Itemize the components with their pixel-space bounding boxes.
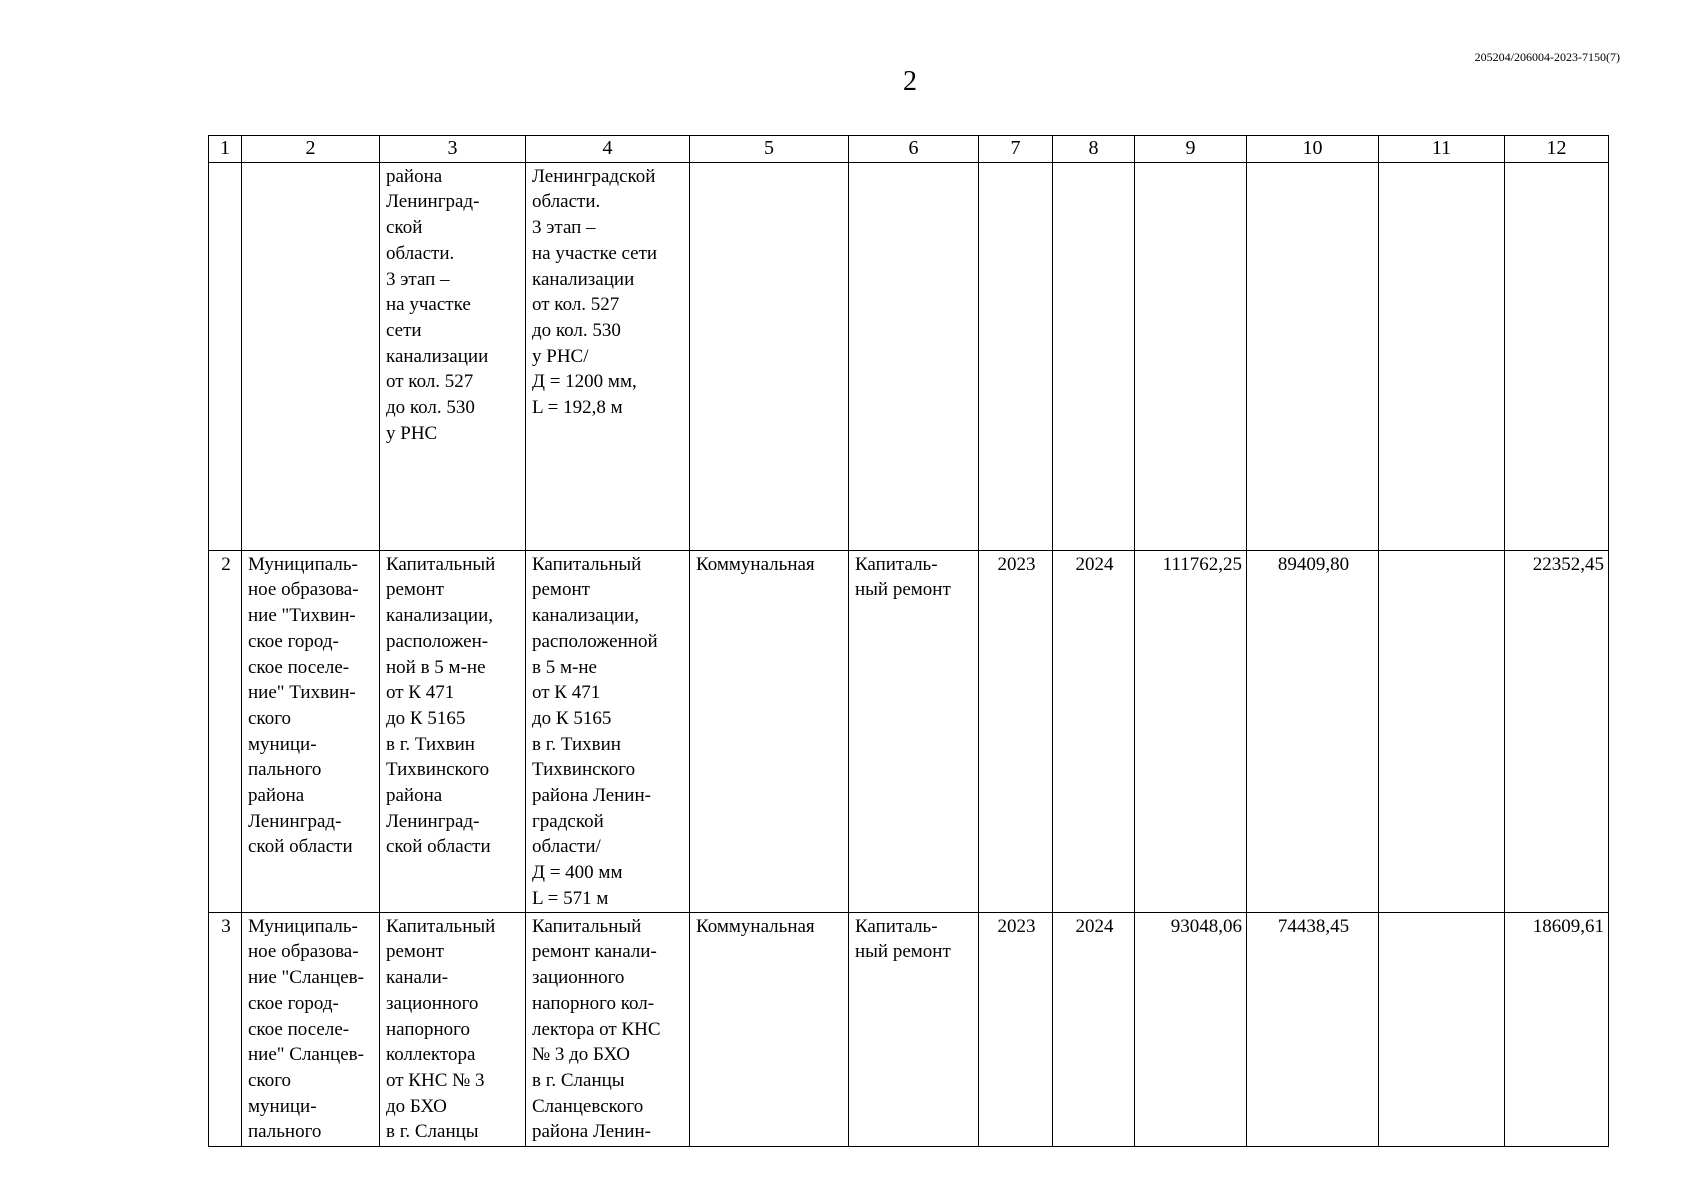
row-number-cell: 3 [209,912,242,1146]
category-cell: Коммунальная [690,550,849,912]
work-type-cell: Капиталь- ный ремонт [849,550,979,912]
column-header: 8 [1053,136,1135,163]
column-header: 5 [690,136,849,163]
row-number-cell [209,162,242,550]
column-header: 7 [979,136,1053,163]
object-description-cell: Ленинградской области. 3 этап – на участке сети канализации от кол. 527 до кол. 530 у РНС/ Д = 1200 мм, L = 192,8 м [526,162,690,550]
column-11-cell [1379,912,1505,1146]
local-amount-cell [1505,162,1609,550]
table-row [209,162,1609,550]
local-amount-cell: 18609,61 [1505,912,1609,1146]
column-11-cell [1379,162,1505,550]
column-header: 11 [1379,136,1505,163]
municipality-cell: Муниципаль- ное образова- ние "Тихвин- ское город- ское поселе- ние" Тихвин- ского муници- пального района Ленинград- ской области [242,550,380,912]
table-row [209,912,1609,1146]
end-year-cell: 2024 [1053,912,1135,1146]
end-year-cell [1053,162,1135,550]
column-header: 10 [1247,136,1379,163]
municipality-cell [242,162,380,550]
category-cell: Коммунальная [690,912,849,1146]
column-header: 12 [1505,136,1609,163]
object-name-cell: Капитальный ремонт канализации, расположен- ной в 5 м-не от К 471 до К 5165 в г. Тихвин Тихвинского района Ленинград- ской области [380,550,526,912]
start-year-cell: 2023 [979,550,1053,912]
start-year-cell: 2023 [979,912,1053,1146]
start-year-cell [979,162,1053,550]
regional-amount-cell [1247,162,1379,550]
column-header: 1 [209,136,242,163]
column-header: 3 [380,136,526,163]
regional-amount-cell: 74438,45 [1247,912,1379,1146]
end-year-cell: 2024 [1053,550,1135,912]
column-header: 6 [849,136,979,163]
municipality-cell: Муниципаль- ное образова- ние "Сланцев- ское город- ское поселе- ние" Сланцев- ского муници- пального [242,912,380,1146]
document-id: 205204/206004-2023-7150(7) [1474,50,1620,64]
page-number: 2 [903,66,917,97]
object-name-cell: района Ленинград- ской области. 3 этап – на участке сети канализации от кол. 527 до кол. 530 у РНС [380,162,526,550]
object-description-cell: Капитальный ремонт канализации, расположенной в 5 м-не от К 471 до К 5165 в г. Тихвин Тихвинского района Ленин- градской области/ Д = 400 мм L = 571 м [526,550,690,912]
table-row [209,550,1609,912]
total-amount-cell: 93048,06 [1135,912,1247,1146]
total-amount-cell [1135,162,1247,550]
column-header: 4 [526,136,690,163]
work-type-cell: Капиталь- ный ремонт [849,912,979,1146]
column-number-row [209,136,1609,163]
column-header: 9 [1135,136,1247,163]
category-cell [690,162,849,550]
regional-amount-cell: 89409,80 [1247,550,1379,912]
object-description-cell: Капитальный ремонт канали- зационного напорного кол- лектора от КНС № 3 до БХО в г. Сланцы Сланцевского района Ленин- [526,912,690,1146]
column-11-cell [1379,550,1505,912]
main-table [208,135,1609,1147]
total-amount-cell: 111762,25 [1135,550,1247,912]
row-number-cell: 2 [209,550,242,912]
local-amount-cell: 22352,45 [1505,550,1609,912]
object-name-cell: Капитальный ремонт канали- зационного напорного коллектора от КНС № 3 до БХО в г. Сланцы [380,912,526,1146]
column-header: 2 [242,136,380,163]
work-type-cell [849,162,979,550]
